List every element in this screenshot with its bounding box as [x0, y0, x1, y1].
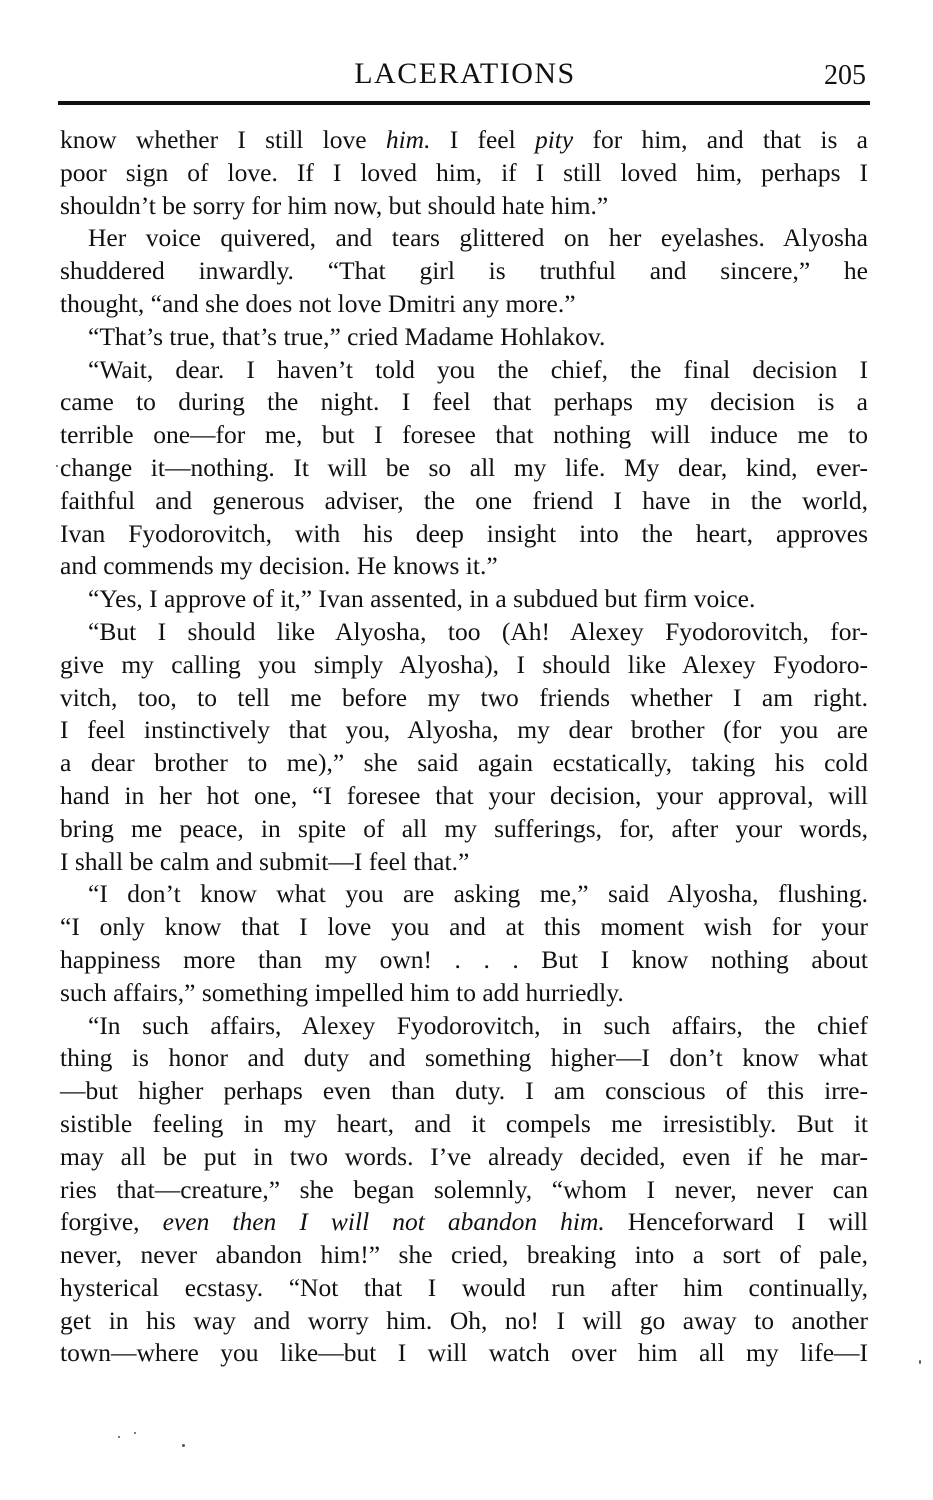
text-line [60, 518, 868, 551]
text-run: ries that—creature,” she began solemnly, “whom I never, never can [60, 1174, 868, 1204]
text-run: poor sign of love. If I loved him, if I still loved him, perhaps I [60, 157, 868, 187]
text-line [60, 1141, 868, 1174]
text-line [60, 222, 868, 255]
text-line [60, 911, 868, 944]
text-run: “But I should like Alyosha, too (Ah! Alexey Fyodorovitch, for- [88, 616, 868, 646]
text-run: town—where you like—but I will watch over him all my life—I [60, 1338, 868, 1368]
scan-speck [182, 1444, 185, 1447]
scan-speck [134, 1432, 136, 1434]
text-line [60, 1206, 868, 1239]
text-line [60, 583, 868, 616]
text-run: I feel [430, 125, 535, 154]
header-rule [58, 101, 870, 105]
text-line [60, 288, 868, 321]
text-line [60, 977, 868, 1010]
text-line [60, 846, 868, 879]
text-line [60, 1042, 868, 1075]
text-line [60, 1174, 868, 1207]
text-run: give my calling you simply Alyosha), I should like Alexey Fyodoro- [60, 649, 868, 679]
text-line [60, 321, 868, 354]
text-line [60, 124, 868, 157]
text-line [60, 485, 868, 518]
text-line [60, 813, 868, 846]
page-number: 205 [824, 60, 866, 91]
text-run: shuddered inwardly. “That girl is truthful and sincere,” he [60, 256, 868, 286]
text-run: I shall be calm and submit—I feel that.” [60, 846, 470, 876]
text-run: sistible feeling in my heart, and it compels me irresistibly. But it [60, 1108, 868, 1138]
text-run: thing is honor and duty and something higher—I don’t know what [60, 1043, 868, 1073]
text-line [60, 1337, 868, 1370]
running-head [60, 54, 870, 94]
text-line [60, 944, 868, 977]
text-run: forgive, [60, 1207, 163, 1237]
text-run: “Yes, I approve of it,” Ivan assented, in a subdued but firm voice. [88, 584, 756, 614]
text-line [60, 1239, 868, 1272]
text-run: “I only know that I love you and at this moment wish for your [60, 912, 868, 942]
text-run: terrible one—for me, but I foresee that nothing will induce me to [60, 420, 868, 450]
italic-text: pity [534, 125, 574, 154]
text-run: “Wait, dear. I haven’t told you the chief, the final decision I [88, 354, 868, 384]
italic-text: even then I will not abandon him. [162, 1207, 605, 1237]
scan-speck [56, 465, 58, 467]
text-run: know whether I still love [60, 125, 386, 154]
text-run: “That’s true, that’s true,” cried Madame Hohlakov. [88, 321, 606, 351]
text-run: “In such affairs, Alexey Fyodorovitch, in such affairs, the chief [88, 1010, 868, 1040]
text-line [60, 1305, 868, 1338]
text-line [60, 354, 868, 387]
text-run: bring me peace, in spite of all my sufferings, for, after your words, [60, 813, 868, 843]
text-line [60, 386, 868, 419]
body-text [60, 124, 868, 1370]
text-run: may all be put in two words. I’ve already decided, even if he mar- [60, 1141, 868, 1171]
text-run: hysterical ecstasy. “Not that I would run after him continually, [60, 1272, 868, 1302]
text-run: happiness more than my own! . . . But I know nothing about [60, 944, 868, 974]
text-line [60, 550, 868, 583]
text-run: thought, “and she does not love Dmitri any more.” [60, 288, 576, 318]
text-line [60, 157, 868, 190]
text-run: faithful and generous adviser, the one friend I have in the world, [60, 485, 868, 515]
text-run: I feel instinctively that you, Alyosha, my dear brother (for you are [60, 715, 868, 745]
text-run: “I don’t know what you are asking me,” said Alyosha, flushing. [88, 879, 868, 909]
running-title: LACERATIONS [354, 57, 576, 90]
text-line [60, 714, 868, 747]
text-line [60, 649, 868, 682]
text-run: never, never abandon him!” she cried, breaking into a sort of pale, [60, 1240, 868, 1270]
scan-speck [919, 1360, 921, 1364]
text-run: —but higher perhaps even than duty. I am conscious of this irre- [60, 1076, 868, 1106]
text-line [60, 1272, 868, 1305]
text-line [60, 1108, 868, 1141]
italic-text: him. [385, 125, 431, 154]
text-line [60, 452, 868, 485]
text-run: change it—nothing. It will be so all my life. My dear, kind, ever- [60, 452, 868, 482]
text-line [60, 1075, 868, 1108]
text-line [60, 255, 868, 288]
text-line [60, 190, 868, 223]
text-run: for him, and that is a [573, 125, 868, 154]
text-line [60, 1010, 868, 1043]
text-line [60, 780, 868, 813]
text-run: came to during the night. I feel that perhaps my decision is a [60, 387, 868, 417]
text-run: Her voice quivered, and tears glittered on her eyelashes. Alyosha [88, 223, 868, 253]
text-line [60, 419, 868, 452]
text-run: Ivan Fyodorovitch, with his deep insight into the heart, approves [60, 518, 868, 548]
text-run: vitch, too, to tell me before my two friends whether I am right. [60, 682, 868, 712]
text-line [60, 878, 868, 911]
scan-speck [118, 1436, 120, 1438]
text-run: shouldn’t be sorry for him now, but should hate him.” [60, 190, 609, 220]
text-run: and commends my decision. He knows it.” [60, 551, 498, 581]
text-run: such affairs,” something impelled him to add hurriedly. [60, 977, 624, 1007]
text-run: a dear brother to me),” she said again ecstatically, taking his cold [60, 748, 868, 778]
text-run: Henceforward I will [604, 1207, 868, 1237]
text-line [60, 747, 868, 780]
text-run: get in his way and worry him. Oh, no! I will go away to another [60, 1305, 868, 1335]
text-line [60, 682, 868, 715]
text-line [60, 616, 868, 649]
text-run: hand in her hot one, “I foresee that your decision, your approval, will [60, 780, 868, 810]
